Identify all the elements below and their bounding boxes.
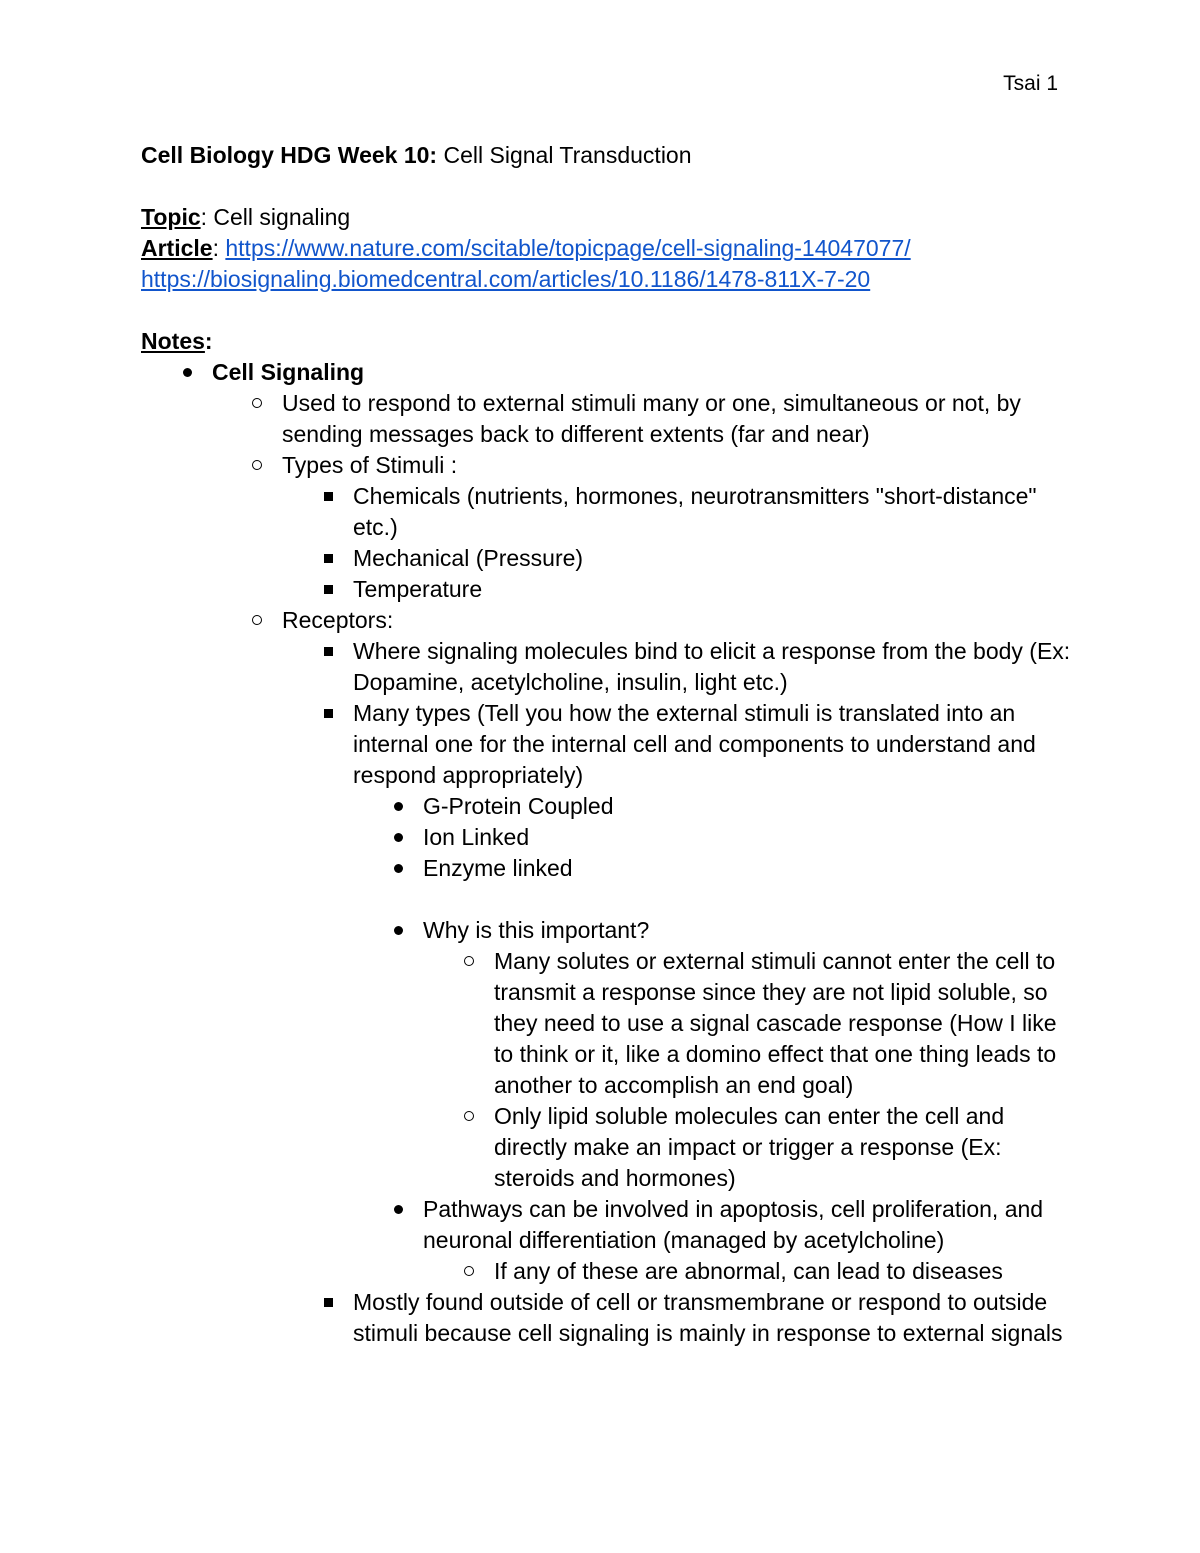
topic-separator: : [200, 204, 214, 230]
hollow-bullet-icon [242, 605, 272, 625]
hollow-bullet-icon [454, 946, 484, 966]
list-item [141, 574, 1071, 605]
article-line [141, 233, 1071, 264]
square-bullet-icon [313, 481, 343, 501]
list-item [141, 1194, 1071, 1256]
list-item-text: Enzyme linked [423, 855, 573, 881]
article-label: Article [141, 235, 213, 261]
list-item-text: Pathways can be involved in apoptosis, cell proliferation, and neuronal differentiation (managed by acetylcholine) [423, 1196, 1044, 1253]
list-item-text: Many solutes or external stimuli cannot enter the cell to transmit a response since they are not lipid soluble, so they need to use a signal cascade response (How I like to think or it, like a domino effect that one thing leads to another to accomplish an end goal) [494, 948, 1057, 1098]
list-item-text: Receptors: [282, 607, 394, 633]
list-item [141, 698, 1071, 791]
topic-line [141, 202, 1071, 233]
square-bullet-icon [313, 543, 343, 563]
filled-bullet-icon [383, 853, 413, 873]
list-item [141, 791, 1071, 822]
list-item-text: Used to respond to external stimuli many or one, simultaneous or not, by sending messages back to different extents (far and near) [282, 390, 1021, 447]
list-item [141, 388, 1071, 450]
document-body [141, 140, 1071, 1349]
list-item [141, 915, 1071, 946]
list-item-text: Why is this important? [423, 917, 650, 943]
notes-colon: : [204, 328, 213, 354]
article-link-biosignaling[interactable]: https://biosignaling.biomedcentral.com/articles/10.1186/1478-811X-7-20 [141, 266, 871, 292]
hollow-bullet-icon [454, 1256, 484, 1276]
filled-bullet-icon [383, 791, 413, 811]
list-item-text: Temperature [353, 576, 483, 602]
list-item [141, 543, 1071, 574]
title-rest: Cell Signal Transduction [437, 142, 692, 168]
list-item-text: G-Protein Coupled [423, 793, 614, 819]
list-item-text: Cell Signaling [212, 359, 365, 385]
notes-list [141, 357, 1071, 1349]
spacer [141, 295, 1071, 326]
list-item [141, 1256, 1071, 1287]
filled-bullet-icon [383, 1194, 413, 1214]
article-link-line [141, 264, 1071, 295]
filled-bullet-icon [383, 822, 413, 842]
notes-heading [141, 326, 1071, 357]
square-bullet-icon [313, 574, 343, 594]
article-link-nature[interactable]: https://www.nature.com/scitable/topicpage/cell-signaling-14047077/ [225, 235, 911, 261]
list-item [141, 450, 1071, 481]
list-item [141, 1287, 1071, 1349]
article-separator: : [212, 235, 226, 261]
spacer [141, 171, 1071, 202]
hollow-bullet-icon [242, 450, 272, 470]
list-item-text: If any of these are abnormal, can lead to diseases [494, 1258, 1003, 1284]
list-item-text: Chemicals (nutrients, hormones, neurotransmitters "short-distance" etc.) [353, 483, 1037, 540]
square-bullet-icon [313, 698, 343, 718]
topic-label: Topic [141, 204, 201, 230]
topic-value: Cell signaling [213, 204, 351, 230]
page-number: Tsai 1 [1003, 72, 1058, 95]
filled-bullet-icon [172, 357, 202, 377]
list-item-text: Types of Stimuli : [282, 452, 458, 478]
blank-line [141, 884, 1071, 915]
square-bullet-icon [313, 636, 343, 656]
list-item [141, 636, 1071, 698]
filled-bullet-icon [383, 915, 413, 935]
list-item-text: Mechanical (Pressure) [353, 545, 584, 571]
hollow-bullet-icon [242, 388, 272, 408]
list-item-text: Only lipid soluble molecules can enter the cell and directly make an impact or trigger a response (Ex: steroids and hormones) [494, 1103, 1005, 1191]
square-bullet-icon [313, 1287, 343, 1307]
list-item [141, 1101, 1071, 1194]
list-item [141, 822, 1071, 853]
list-item-text: Many types (Tell you how the external stimuli is translated into an internal one for the internal cell and components to understand and respond appropriately) [353, 700, 1036, 788]
list-item [141, 481, 1071, 543]
list-item [141, 853, 1071, 884]
list-item [141, 605, 1071, 636]
title-bold: Cell Biology HDG Week 10: [141, 142, 438, 168]
document-title [141, 140, 1071, 171]
list-item-text: Where signaling molecules bind to elicit a response from the body (Ex: Dopamine, acetylcholine, insulin, light etc.) [353, 638, 1071, 695]
list-item [141, 357, 1071, 388]
notes-label: Notes [141, 328, 205, 354]
hollow-bullet-icon [454, 1101, 484, 1121]
list-item [141, 946, 1071, 1101]
list-item-text: Mostly found outside of cell or transmembrane or respond to outside stimuli because cell signaling is mainly in response to external signals [353, 1289, 1063, 1346]
list-item-text: Ion Linked [423, 824, 530, 850]
